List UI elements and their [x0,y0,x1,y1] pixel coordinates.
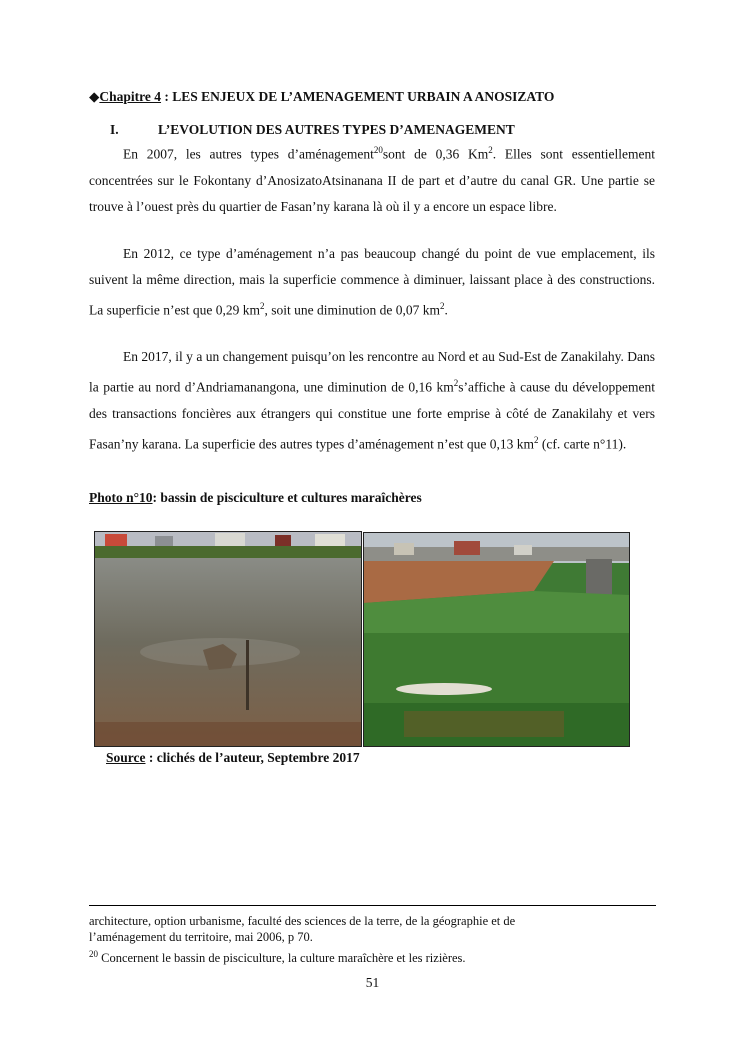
p2-sup-1: 2 [259,301,265,311]
p3-text-c: (cf. carte n°11). [538,436,627,451]
chapter-label: Chapitre 4 [99,89,162,104]
footnote-text: Concernent le bassin de pisciculture, la culture maraîchère et les rizières. [98,951,466,966]
photo-caption-label: Photo n°10 [89,490,153,505]
chapter-heading [89,89,554,105]
vegetable-garden-photo [363,532,630,747]
p1-text-c: . Elles sont essentiellement concentrées sur le Fokontany d’AnosizatoAtsinanana II de part et d’autre du canal GR. Une partie se trouve à l’ouest près du quartier de Fasan’ny karana là où il y a encore un espace libre. [89,146,655,214]
p3-sup-2: 2 [533,434,539,445]
footnote-number: 20 [89,949,98,959]
p2-sup-2: 2 [439,301,445,311]
footnote-20 [89,946,659,966]
p2-text-b: , soit une diminution de 0,07 km [264,302,440,318]
p1-text-b: sont de 0,36 Km [382,146,489,162]
p1-text-a: En 2007, les autres types d’aménagement [123,146,374,162]
paragraph-2007 [89,137,655,220]
footnote-line-2: l’aménagement du territoire, mai 2006, p 70. [89,930,313,944]
source-label: Source [106,750,146,765]
diamond-bullet-icon: ◆ [89,89,100,104]
paragraph-2012 [89,241,655,324]
section-number: I. [110,122,119,137]
p3-text-a: En 2017, il y a un changement puisqu’on les rencontre au Nord et au Sud-Est de Zanakilahy. Dans la partie au nord d’Andriamanangona, une diminution de 0,16 km [89,349,655,395]
footnote-line-1: architecture, option urbanisme, faculté des sciences de la terre, de la géographie et de [89,914,516,928]
photo-caption-text: : bassin de pisciculture et cultures maraîchères [152,490,422,505]
p2-text-a: En 2012, ce type d’aménagement n’a pas beaucoup changé du point de vue emplacement, ils suivent la même direction, mais la superficie commence à diminuer, laissant place à des constructions. La superficie n’est que 0,29 km [89,246,655,318]
source-text: : clichés de l’auteur, Septembre 2017 [145,750,360,765]
section-title: L’EVOLUTION DES AUTRES TYPES D’AMENAGEMENT [158,122,515,137]
p2-text-c: . [444,302,448,318]
page-number: 51 [365,975,380,990]
p1-sup-unit: 2 [488,145,493,155]
chapter-title: : LES ENJEUX DE L’AMENAGEMENT URBAIN A ANOSIZATO [161,89,555,104]
section-heading [110,122,515,138]
fish-pond-photo [94,531,362,747]
photo-source [106,750,360,766]
photo-caption [89,490,422,506]
footnote-divider [89,905,656,906]
p3-sup-1: 2 [453,378,459,388]
footnote-ref-20: 20 [373,145,383,155]
p3-text-b: s’affiche à cause du développement des transactions foncières aux étrangers qui constitue une forte emprise à côté de Zanakilahy et vers Fasan’ny karana. La superficie des autres types d’aménagement n’est que 0,13 km [89,379,655,451]
paragraph-2017 [89,344,655,457]
